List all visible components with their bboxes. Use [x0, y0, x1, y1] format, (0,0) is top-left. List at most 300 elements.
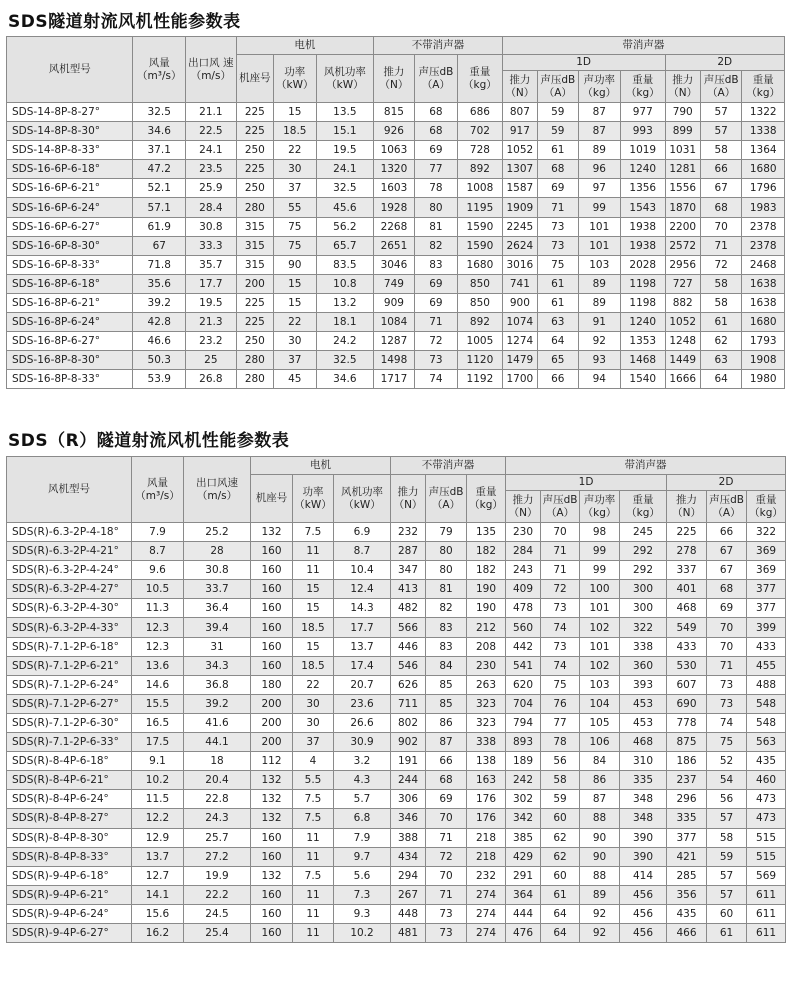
value-cell: 18.5 — [274, 122, 316, 141]
value-cell: 2651 — [374, 236, 414, 255]
table-row — [7, 122, 785, 141]
value-cell: 690 — [667, 694, 707, 713]
value-cell: 189 — [506, 752, 541, 771]
value-cell: 15 — [274, 293, 316, 312]
table-row — [7, 103, 785, 122]
value-cell: 70 — [541, 523, 580, 542]
value-cell: 14.3 — [334, 599, 391, 618]
value-cell: 200 — [251, 694, 293, 713]
value-cell: 71 — [541, 561, 580, 580]
value-cell: 7.5 — [293, 866, 334, 885]
value-cell: 12.7 — [132, 866, 184, 885]
value-cell: 446 — [391, 637, 426, 656]
value-cell: 99 — [580, 542, 620, 561]
value-cell: 83 — [426, 618, 467, 637]
value-cell: 30 — [274, 160, 316, 179]
value-cell: 15.1 — [316, 122, 374, 141]
value-cell: 1248 — [665, 332, 700, 351]
value-cell: 62 — [541, 847, 580, 866]
value-cell: 11 — [293, 561, 334, 580]
value-cell: 71 — [538, 198, 578, 217]
value-cell: 11 — [293, 542, 334, 561]
value-cell: 73 — [426, 923, 467, 942]
value-cell: 65 — [538, 351, 578, 370]
value-cell: 71 — [426, 828, 467, 847]
value-cell: 1468 — [621, 351, 666, 370]
value-cell: 218 — [467, 828, 506, 847]
value-cell: 52.1 — [133, 179, 186, 198]
value-cell: 10.5 — [132, 580, 184, 599]
value-cell: 87 — [426, 733, 467, 752]
table-row — [7, 809, 786, 828]
model-cell: SDS(R)-7.1-2P-6-18° — [7, 637, 132, 656]
value-cell: 296 — [667, 790, 707, 809]
value-cell: 36.8 — [184, 675, 251, 694]
value-cell: 34.6 — [133, 122, 186, 141]
value-cell: 1680 — [742, 313, 785, 332]
value-cell: 75 — [541, 675, 580, 694]
table-row — [7, 141, 785, 160]
value-cell: 89 — [578, 274, 620, 293]
value-cell: 14.6 — [132, 675, 184, 694]
value-cell: 1638 — [742, 274, 785, 293]
value-cell: 1590 — [458, 217, 503, 236]
value-cell: 393 — [620, 675, 667, 694]
value-cell: 13.7 — [334, 637, 391, 656]
value-cell: 1198 — [621, 293, 666, 312]
value-cell: 8.7 — [132, 542, 184, 561]
model-cell: SDS(R)-7.1-2P-6-27° — [7, 694, 132, 713]
value-cell: 1498 — [374, 351, 414, 370]
value-cell: 338 — [467, 733, 506, 752]
value-cell: 25.9 — [186, 179, 237, 198]
value-cell: 12.9 — [132, 828, 184, 847]
value-cell: 33.3 — [186, 236, 237, 255]
table-row — [7, 637, 786, 656]
header-no-silencer: 不带消声器 — [374, 37, 502, 55]
value-cell: 348 — [620, 790, 667, 809]
value-cell: 456 — [620, 923, 667, 942]
value-cell: 11 — [293, 885, 334, 904]
value-cell: 1281 — [665, 160, 700, 179]
value-cell: 2572 — [665, 236, 700, 255]
value-cell: 1322 — [742, 103, 785, 122]
value-cell: 101 — [580, 599, 620, 618]
value-cell: 704 — [506, 694, 541, 713]
value-cell: 89 — [578, 141, 620, 160]
value-cell: 135 — [467, 523, 506, 542]
header-fan-power: 风机功率 （kW） — [334, 475, 391, 523]
header-motor: 电机 — [251, 457, 391, 475]
value-cell: 346 — [391, 809, 426, 828]
value-cell: 102 — [580, 618, 620, 637]
model-cell: SDS-16-6P-8-33° — [7, 255, 133, 274]
value-cell: 73 — [538, 236, 578, 255]
value-cell: 377 — [747, 599, 786, 618]
value-cell: 456 — [620, 904, 667, 923]
value-cell: 1909 — [502, 198, 537, 217]
value-cell: 57.1 — [133, 198, 186, 217]
value-cell: 11.5 — [132, 790, 184, 809]
value-cell: 132 — [251, 523, 293, 542]
model-cell: SDS(R)-7.1-2P-6-21° — [7, 656, 132, 675]
value-cell: 1192 — [458, 370, 503, 389]
value-cell: 2956 — [665, 255, 700, 274]
value-cell: 61 — [541, 885, 580, 904]
header-model: 风机型号 — [7, 457, 132, 523]
value-cell: 66 — [426, 752, 467, 771]
value-cell: 488 — [747, 675, 786, 694]
value-cell: 58 — [700, 293, 741, 312]
value-cell: 530 — [667, 656, 707, 675]
table-row — [7, 580, 786, 599]
value-cell: 112 — [251, 752, 293, 771]
header-motor: 电机 — [236, 37, 374, 55]
value-cell: 180 — [251, 675, 293, 694]
value-cell: 549 — [667, 618, 707, 637]
value-cell: 61 — [538, 141, 578, 160]
value-cell: 280 — [236, 370, 273, 389]
value-cell: 160 — [251, 656, 293, 675]
value-cell: 548 — [747, 713, 786, 732]
value-cell: 280 — [236, 198, 273, 217]
model-cell: SDS(R)-6.3-2P-4-33° — [7, 618, 132, 637]
value-cell: 30 — [274, 332, 316, 351]
value-cell: 232 — [467, 866, 506, 885]
table-row — [7, 313, 785, 332]
value-cell: 15.6 — [132, 904, 184, 923]
value-cell: 138 — [467, 752, 506, 771]
value-cell: 566 — [391, 618, 426, 637]
value-cell: 7.5 — [293, 809, 334, 828]
value-cell: 57 — [700, 103, 741, 122]
value-cell: 44.1 — [184, 733, 251, 752]
value-cell: 99 — [580, 561, 620, 580]
value-cell: 98 — [580, 523, 620, 542]
model-cell: SDS(R)-6.3-2P-4-24° — [7, 561, 132, 580]
value-cell: 2378 — [742, 236, 785, 255]
value-cell: 626 — [391, 675, 426, 694]
value-cell: 160 — [251, 904, 293, 923]
value-cell: 182 — [467, 542, 506, 561]
value-cell: 60 — [541, 809, 580, 828]
model-cell: SDS(R)-7.1-2P-6-24° — [7, 675, 132, 694]
table-row — [7, 675, 786, 694]
value-cell: 64 — [541, 904, 580, 923]
value-cell: 300 — [620, 580, 667, 599]
value-cell: 2624 — [502, 236, 537, 255]
value-cell: 61 — [700, 313, 741, 332]
value-cell: 7.3 — [334, 885, 391, 904]
value-cell: 70 — [426, 866, 467, 885]
value-cell: 225 — [236, 160, 273, 179]
value-cell: 225 — [236, 103, 273, 122]
value-cell: 35.7 — [186, 255, 237, 274]
value-cell: 90 — [580, 847, 620, 866]
value-cell: 56.2 — [316, 217, 374, 236]
value-cell: 86 — [426, 713, 467, 732]
value-cell: 18.5 — [293, 656, 334, 675]
value-cell: 401 — [667, 580, 707, 599]
value-cell: 74 — [541, 656, 580, 675]
value-cell: 87 — [578, 122, 620, 141]
value-cell: 22.8 — [184, 790, 251, 809]
value-cell: 64 — [538, 332, 578, 351]
value-cell: 99 — [578, 198, 620, 217]
value-cell: 32.5 — [316, 179, 374, 198]
value-cell: 88 — [580, 809, 620, 828]
value-cell: 58 — [700, 274, 741, 293]
value-cell: 385 — [506, 828, 541, 847]
value-cell: 25.7 — [184, 828, 251, 847]
value-cell: 4.3 — [334, 771, 391, 790]
value-cell: 875 — [667, 733, 707, 752]
value-cell: 22 — [274, 313, 316, 332]
value-cell: 81 — [414, 217, 458, 236]
value-cell: 23.2 — [186, 332, 237, 351]
value-cell: 1274 — [502, 332, 537, 351]
value-cell: 242 — [506, 771, 541, 790]
value-cell: 102 — [580, 656, 620, 675]
header-1d-power: 声功率 （kg） — [580, 491, 620, 523]
table-row — [7, 733, 786, 752]
value-cell: 42.8 — [133, 313, 186, 332]
value-cell: 69 — [414, 141, 458, 160]
value-cell: 25.4 — [184, 923, 251, 942]
value-cell: 160 — [251, 618, 293, 637]
model-cell: SDS-16-8P-6-18° — [7, 274, 133, 293]
value-cell: 900 — [502, 293, 537, 312]
value-cell: 77 — [541, 713, 580, 732]
value-cell: 620 — [506, 675, 541, 694]
value-cell: 245 — [620, 523, 667, 542]
table-row — [7, 599, 786, 618]
value-cell: 71 — [426, 885, 467, 904]
value-cell: 686 — [458, 103, 503, 122]
value-cell: 6.9 — [334, 523, 391, 542]
value-cell: 1307 — [502, 160, 537, 179]
model-cell: SDS-16-6P-6-24° — [7, 198, 133, 217]
value-cell: 15 — [274, 274, 316, 293]
value-cell: 917 — [502, 122, 537, 141]
value-cell: 377 — [747, 580, 786, 599]
value-cell: 11 — [293, 828, 334, 847]
value-cell: 73 — [538, 217, 578, 236]
model-cell: SDS-16-6P-8-30° — [7, 236, 133, 255]
value-cell: 1540 — [621, 370, 666, 389]
sds-performance-table — [6, 36, 785, 389]
value-cell: 611 — [747, 904, 786, 923]
table-row — [7, 752, 786, 771]
value-cell: 1556 — [665, 179, 700, 198]
value-cell: 34.3 — [184, 656, 251, 675]
value-cell: 1005 — [458, 332, 503, 351]
value-cell: 790 — [665, 103, 700, 122]
value-cell: 68 — [700, 198, 741, 217]
value-cell: 10.2 — [132, 771, 184, 790]
value-cell: 73 — [541, 599, 580, 618]
value-cell: 160 — [251, 828, 293, 847]
value-cell: 73 — [541, 637, 580, 656]
model-cell: SDS-14-8P-8-30° — [7, 122, 133, 141]
header-sound-pressure: 声压dB （A） — [414, 55, 458, 103]
value-cell: 315 — [236, 217, 273, 236]
value-cell: 292 — [620, 561, 667, 580]
value-cell: 456 — [620, 885, 667, 904]
value-cell: 24.5 — [184, 904, 251, 923]
value-cell: 104 — [580, 694, 620, 713]
value-cell: 482 — [391, 599, 426, 618]
value-cell: 369 — [747, 561, 786, 580]
value-cell: 65.7 — [316, 236, 374, 255]
value-cell: 20.4 — [184, 771, 251, 790]
value-cell: 1793 — [742, 332, 785, 351]
value-cell: 31 — [184, 637, 251, 656]
value-cell: 435 — [747, 752, 786, 771]
model-cell: SDS(R)-7.1-2P-6-33° — [7, 733, 132, 752]
value-cell: 1120 — [458, 351, 503, 370]
value-cell: 15 — [274, 103, 316, 122]
value-cell: 62 — [700, 332, 741, 351]
value-cell: 1364 — [742, 141, 785, 160]
value-cell: 200 — [251, 713, 293, 732]
value-cell: 8.7 — [334, 542, 391, 561]
value-cell: 80 — [426, 561, 467, 580]
value-cell: 61.9 — [133, 217, 186, 236]
value-cell: 369 — [747, 542, 786, 561]
value-cell: 1870 — [665, 198, 700, 217]
value-cell: 413 — [391, 580, 426, 599]
value-cell: 347 — [391, 561, 426, 580]
value-cell: 75 — [274, 236, 316, 255]
header-1d-power: 声功率 （kg） — [578, 71, 620, 103]
value-cell: 89 — [580, 885, 620, 904]
value-cell: 1320 — [374, 160, 414, 179]
value-cell: 73 — [426, 904, 467, 923]
table-row — [7, 713, 786, 732]
value-cell: 274 — [467, 885, 506, 904]
value-cell: 12.2 — [132, 809, 184, 828]
value-cell: 57 — [707, 885, 747, 904]
value-cell: 200 — [251, 733, 293, 752]
header-1d: 1D — [502, 55, 665, 71]
value-cell: 1356 — [621, 179, 666, 198]
value-cell: 778 — [667, 713, 707, 732]
value-cell: 337 — [667, 561, 707, 580]
value-cell: 802 — [391, 713, 426, 732]
value-cell: 85 — [426, 675, 467, 694]
value-cell: 926 — [374, 122, 414, 141]
value-cell: 52 — [707, 752, 747, 771]
value-cell: 12.3 — [132, 618, 184, 637]
value-cell: 302 — [506, 790, 541, 809]
value-cell: 86 — [580, 771, 620, 790]
table-row — [7, 332, 785, 351]
value-cell: 1590 — [458, 236, 503, 255]
value-cell: 182 — [467, 561, 506, 580]
value-cell: 453 — [620, 694, 667, 713]
model-cell: SDS-16-8P-6-21° — [7, 293, 133, 312]
value-cell: 39.2 — [133, 293, 186, 312]
value-cell: 186 — [667, 752, 707, 771]
value-cell: 84 — [580, 752, 620, 771]
header-motor-power: 功率 （kW） — [274, 55, 316, 103]
model-cell: SDS-16-6P-6-27° — [7, 217, 133, 236]
value-cell: 7.9 — [334, 828, 391, 847]
value-cell: 12.4 — [334, 580, 391, 599]
value-cell: 45.6 — [316, 198, 374, 217]
value-cell: 208 — [467, 637, 506, 656]
value-cell: 225 — [667, 523, 707, 542]
value-cell: 90 — [274, 255, 316, 274]
value-cell: 30.9 — [334, 733, 391, 752]
table-row — [7, 198, 785, 217]
value-cell: 70 — [700, 217, 741, 236]
value-cell: 160 — [251, 885, 293, 904]
value-cell: 15 — [293, 599, 334, 618]
value-cell: 1031 — [665, 141, 700, 160]
value-cell: 1638 — [742, 293, 785, 312]
value-cell: 14.1 — [132, 885, 184, 904]
value-cell: 37 — [274, 351, 316, 370]
value-cell: 34.6 — [316, 370, 374, 389]
value-cell: 62 — [541, 828, 580, 847]
header-with-silencer: 带消声器 — [502, 37, 784, 55]
value-cell: 67 — [707, 561, 747, 580]
value-cell: 569 — [747, 866, 786, 885]
header-1d-thrust: 推力 （N） — [506, 491, 541, 523]
value-cell: 37 — [293, 733, 334, 752]
value-cell: 13.5 — [316, 103, 374, 122]
table-row — [7, 656, 786, 675]
value-cell: 10.8 — [316, 274, 374, 293]
value-cell: 58 — [707, 828, 747, 847]
value-cell: 291 — [506, 866, 541, 885]
value-cell: 59 — [707, 847, 747, 866]
value-cell: 429 — [506, 847, 541, 866]
value-cell: 850 — [458, 293, 503, 312]
value-cell: 92 — [580, 923, 620, 942]
value-cell: 807 — [502, 103, 537, 122]
table-row — [7, 771, 786, 790]
value-cell: 56 — [707, 790, 747, 809]
table-row — [7, 904, 786, 923]
value-cell: 17.7 — [186, 274, 237, 293]
value-cell: 892 — [458, 160, 503, 179]
value-cell: 4 — [293, 752, 334, 771]
value-cell: 546 — [391, 656, 426, 675]
value-cell: 280 — [236, 351, 273, 370]
value-cell: 16.2 — [132, 923, 184, 942]
value-cell: 1008 — [458, 179, 503, 198]
value-cell: 63 — [700, 351, 741, 370]
value-cell: 26.6 — [334, 713, 391, 732]
value-cell: 176 — [467, 790, 506, 809]
value-cell: 59 — [538, 103, 578, 122]
value-cell: 284 — [506, 542, 541, 561]
value-cell: 67 — [133, 236, 186, 255]
value-cell: 96 — [578, 160, 620, 179]
value-cell: 64 — [541, 923, 580, 942]
value-cell: 20.7 — [334, 675, 391, 694]
value-cell: 69 — [426, 790, 467, 809]
header-1d-weight: 重量 （kg） — [620, 491, 667, 523]
header-with-silencer: 带消声器 — [506, 457, 786, 475]
header-motor-frame: 机座号 — [236, 55, 273, 103]
value-cell: 60 — [541, 866, 580, 885]
value-cell: 53.9 — [133, 370, 186, 389]
header-thrust: 推力 （N） — [391, 475, 426, 523]
